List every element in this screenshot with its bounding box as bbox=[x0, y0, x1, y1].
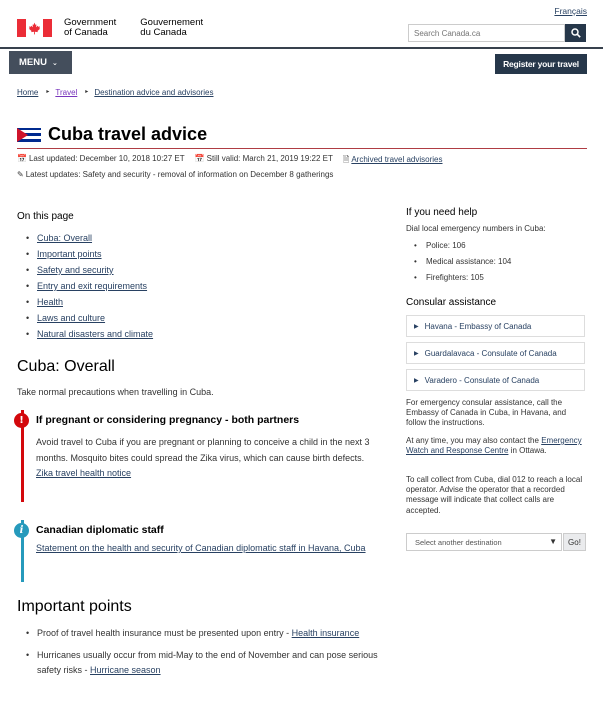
triangle-right-icon: ▶ bbox=[414, 377, 419, 384]
calendar-check-icon: 📅 bbox=[194, 154, 205, 163]
list-item bbox=[26, 230, 153, 246]
list-item bbox=[26, 278, 153, 294]
pregnancy-alert-heading: If pregnant or considering pregnancy - both partners bbox=[36, 414, 300, 426]
edit-icon: ✎ bbox=[17, 170, 24, 179]
breadcrumb-destination-link[interactable]: Destination advice and advisories bbox=[94, 88, 214, 97]
emergency-watch-link[interactable]: Emergency Watch and Response Centre bbox=[406, 436, 582, 456]
list-item bbox=[26, 294, 153, 310]
hurricane-season-link[interactable]: Hurricane season bbox=[90, 665, 161, 675]
chevron-right-icon: ▸ bbox=[46, 89, 50, 95]
destination-select-value: Select another destination bbox=[415, 537, 502, 547]
signature-fr-line2: du Canada bbox=[140, 27, 187, 38]
exclamation-icon: ! bbox=[14, 413, 29, 428]
search-button[interactable] bbox=[565, 24, 586, 42]
list-item bbox=[26, 326, 153, 342]
consular-paragraph-2 bbox=[406, 436, 586, 456]
canada-flag-icon bbox=[17, 19, 52, 37]
go-button[interactable]: Go! bbox=[563, 533, 586, 551]
important-points-heading: Important points bbox=[17, 598, 132, 615]
calendar-icon: 📅 bbox=[17, 154, 27, 163]
diplomatic-alert-heading: Canadian diplomatic staff bbox=[36, 524, 164, 536]
info-icon: i bbox=[14, 523, 29, 538]
list-item bbox=[26, 262, 153, 278]
toc-link-health[interactable]: Health bbox=[37, 297, 64, 307]
pregnancy-alert-text: Avoid travel to Cuba if you are pregnant or planning to conceive a child in the next 3 months. Mosquito bites could spread the Zika virus, which can cause birth defects. bbox=[36, 437, 370, 463]
chevron-right-icon: ▸ bbox=[85, 89, 89, 95]
help-title: If you need help bbox=[406, 207, 478, 218]
signature-fr-line1: Gouvernement bbox=[140, 17, 204, 28]
signature-en-line1: Government bbox=[64, 17, 117, 28]
office-label: Guardalavaca - Consulate of Canada bbox=[424, 348, 557, 358]
important-points-list bbox=[26, 626, 386, 685]
archived-advisories-link[interactable]: Archived travel advisories bbox=[351, 155, 443, 164]
breadcrumb-home-link[interactable]: Home bbox=[17, 88, 39, 97]
page-title-text: Cuba travel advice bbox=[48, 124, 208, 144]
firefighters-number: Firefighters: 105 bbox=[426, 273, 484, 282]
dropdown-arrow-icon: ▼ bbox=[549, 537, 557, 546]
diplomatic-statement-link[interactable]: Statement on the health and security of Canadian diplomatic staff in Havana, Cuba bbox=[36, 543, 366, 553]
pregnancy-alert bbox=[21, 410, 383, 502]
overall-text: Take normal precautions when travelling in Cuba. bbox=[17, 387, 214, 397]
office-label: Havana - Embassy of Canada bbox=[424, 321, 532, 331]
toc-link-laws[interactable]: Laws and culture bbox=[37, 313, 106, 323]
toc-link-disasters[interactable]: Natural disasters and climate bbox=[37, 329, 154, 339]
document-icon: 🗎 bbox=[342, 155, 350, 164]
important-item-text: Hurricanes usually occur from mid-May to the end of November and can pose serious safety risks - bbox=[37, 649, 378, 675]
diplomatic-alert bbox=[21, 520, 383, 582]
on-this-page-list bbox=[26, 230, 153, 342]
triangle-right-icon: ▶ bbox=[414, 350, 419, 357]
list-item bbox=[414, 254, 511, 270]
overall-heading: Cuba: Overall bbox=[17, 358, 115, 375]
consular-p2-text: At any time, you may also contact the bbox=[406, 436, 542, 445]
toc-link-overall[interactable]: Cuba: Overall bbox=[37, 233, 93, 243]
list-item bbox=[26, 246, 153, 262]
on-this-page-title: On this page bbox=[17, 211, 74, 222]
register-travel-button[interactable]: Register your travel bbox=[495, 54, 587, 74]
header-divider bbox=[0, 47, 603, 49]
office-guardalavaca-toggle[interactable] bbox=[406, 342, 585, 364]
office-varadero-toggle[interactable] bbox=[406, 369, 585, 391]
health-insurance-link[interactable]: Health insurance bbox=[291, 628, 360, 638]
office-label: Varadero - Consulate of Canada bbox=[424, 375, 540, 385]
toc-link-important[interactable]: Important points bbox=[37, 249, 102, 259]
toc-link-entry-exit[interactable]: Entry and exit requirements bbox=[37, 281, 148, 291]
office-havana-toggle[interactable] bbox=[406, 315, 585, 337]
triangle-right-icon: ▶ bbox=[414, 323, 419, 330]
site-search bbox=[408, 24, 586, 42]
list-item bbox=[26, 626, 386, 642]
still-valid-text: Still valid: March 21, 2019 19:22 ET bbox=[206, 154, 333, 163]
list-item bbox=[414, 270, 511, 286]
page-title bbox=[17, 124, 207, 145]
chevron-down-icon: ⌄ bbox=[51, 59, 58, 67]
list-item bbox=[26, 648, 386, 679]
destination-select[interactable] bbox=[406, 533, 562, 551]
consular-paragraph-1: For emergency consular assistance, call the Embassy of Canada in Cuba, in Havana, and follow the instructions. bbox=[406, 398, 567, 428]
emergency-numbers-list bbox=[414, 238, 511, 286]
menu-button[interactable] bbox=[9, 51, 72, 74]
latest-updates bbox=[17, 170, 333, 179]
last-updated-text: Last updated: December 10, 2018 10:27 ET bbox=[28, 154, 185, 163]
latest-updates-text: Latest updates: Safety and security - removal of information on December 8 gatherings bbox=[25, 170, 334, 179]
list-item bbox=[414, 238, 511, 254]
language-toggle-link[interactable]: Français bbox=[554, 6, 587, 16]
search-icon bbox=[571, 28, 581, 38]
help-intro: Dial local emergency numbers in Cuba: bbox=[406, 224, 546, 233]
menu-label: MENU bbox=[19, 57, 47, 68]
important-item-text: Proof of travel health insurance must be presented upon entry - bbox=[37, 628, 292, 638]
consular-title: Consular assistance bbox=[406, 297, 497, 308]
police-number: Police: 106 bbox=[426, 241, 466, 250]
consular-p2-end: in Ottawa. bbox=[508, 446, 547, 456]
search-input[interactable] bbox=[408, 24, 565, 42]
toc-link-safety[interactable]: Safety and security bbox=[37, 265, 114, 275]
signature-en-line2: of Canada bbox=[64, 27, 108, 38]
breadcrumb bbox=[17, 88, 214, 97]
government-signature[interactable] bbox=[17, 18, 227, 38]
breadcrumb-travel-link[interactable]: Travel bbox=[55, 88, 78, 97]
medical-number: Medical assistance: 104 bbox=[426, 257, 512, 266]
zika-notice-link[interactable]: Zika travel health notice bbox=[36, 468, 132, 478]
title-underline bbox=[17, 148, 587, 149]
advisory-meta bbox=[17, 154, 453, 168]
consular-paragraph-3: To call collect from Cuba, dial 012 to reach a local operator. Advise the operator that a recorded message will indicate that collect calls are accepted. bbox=[406, 475, 583, 515]
cuba-flag-icon bbox=[17, 128, 41, 142]
list-item bbox=[26, 310, 153, 326]
